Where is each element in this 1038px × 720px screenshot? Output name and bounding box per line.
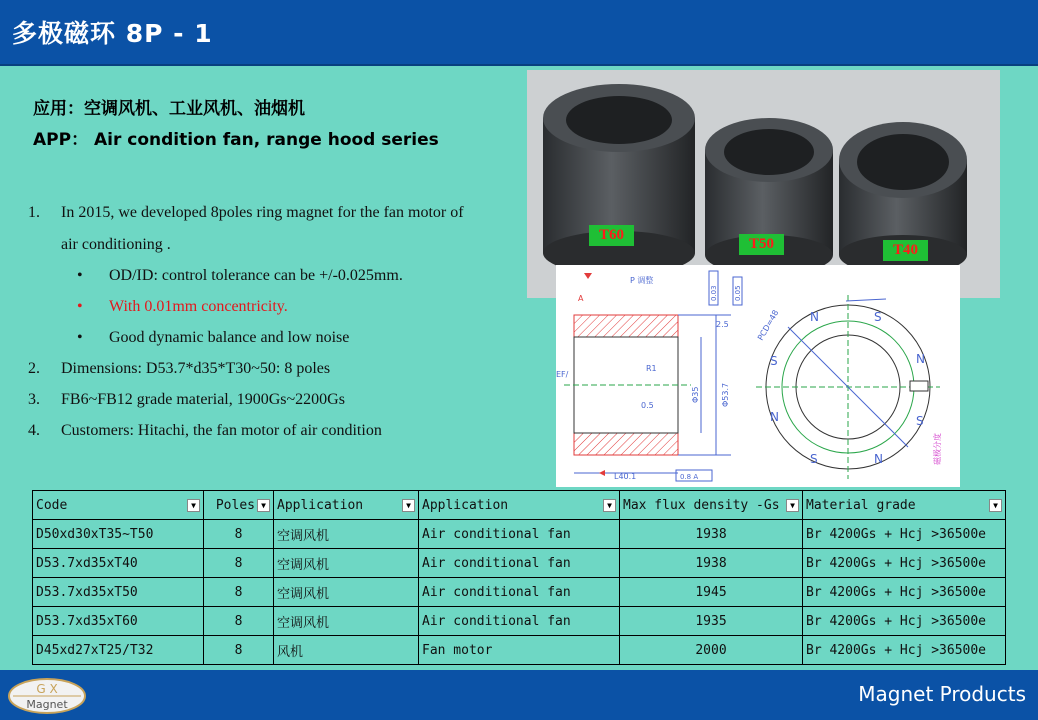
drawing-label-tol1: 0.03	[710, 285, 718, 301]
photo-label-t40: T40	[883, 240, 928, 261]
cell-poles: 8	[204, 549, 274, 578]
filter-dropdown-icon[interactable]: ▼	[603, 499, 616, 512]
filter-dropdown-icon[interactable]: ▼	[402, 499, 415, 512]
bullet-text: Good dynamic balance and low noise	[109, 329, 350, 346]
bullet-icon: •	[77, 298, 83, 315]
cell-poles: 8	[204, 607, 274, 636]
bullet-icon: •	[77, 329, 83, 346]
cell-application-cn: 空调风机	[274, 549, 419, 578]
company-logo	[7, 677, 87, 715]
cell-poles: 8	[204, 578, 274, 607]
cell-flux: 1935	[620, 607, 803, 636]
technical-drawing	[556, 265, 960, 487]
cell-flux: 1938	[620, 549, 803, 578]
list-number: 3.	[28, 391, 40, 408]
drawing-svg	[556, 265, 960, 487]
drawing-label-half: 0.5	[641, 401, 654, 410]
cell-code: D50xd30xT35~T50	[33, 520, 204, 549]
cell-flux: 1938	[620, 520, 803, 549]
filter-dropdown-icon[interactable]: ▼	[989, 499, 1002, 512]
cell-code: D45xd27xT25/T32	[33, 636, 204, 665]
cell-code: D53.7xd35xT40	[33, 549, 204, 578]
drawing-label-id: Φ35	[691, 386, 700, 403]
pole-s: S	[810, 452, 818, 466]
pole-n: N	[874, 452, 883, 466]
column-header-code[interactable]: Code ▼	[33, 491, 204, 520]
drawing-label-tol2: 0.05	[734, 285, 742, 301]
table-header-row	[33, 491, 1006, 520]
table-row	[33, 520, 1006, 549]
list-text: air conditioning .	[61, 236, 171, 253]
column-header-application-en[interactable]: Application ▼	[419, 491, 620, 520]
cell-flux: 2000	[620, 636, 803, 665]
drawing-label-pcd: PCD=48	[755, 308, 781, 342]
drawing-label-side: 磁极分度	[933, 433, 942, 465]
logo-text-top: G X	[36, 682, 58, 696]
column-header-application-cn[interactable]: Application ▼	[274, 491, 419, 520]
application-en: APP： Air condition fan, range hood series	[33, 130, 439, 150]
cell-material: Br 4200Gs + Hcj >36500e	[803, 578, 1006, 607]
filter-dropdown-icon[interactable]: ▼	[786, 499, 799, 512]
cell-code: D53.7xd35xT60	[33, 607, 204, 636]
title-bar	[0, 0, 1038, 66]
cell-flux: 1945	[620, 578, 803, 607]
cell-material: Br 4200Gs + Hcj >36500e	[803, 520, 1006, 549]
column-header-material[interactable]: Material grade ▼	[803, 491, 1006, 520]
logo-text-bottom: Magnet	[26, 698, 68, 711]
footer-bar	[0, 670, 1038, 720]
list-text: Customers: Hitachi, the fan motor of air condition	[61, 422, 382, 439]
list-text: FB6~FB12 grade material, 1900Gs~2200Gs	[61, 391, 345, 408]
drawing-label-od: Φ53.7	[721, 382, 730, 407]
list-number: 1.	[28, 204, 40, 221]
filter-dropdown-icon[interactable]: ▼	[187, 499, 200, 512]
pole-s: S	[916, 414, 924, 428]
cell-application-cn: 风机	[274, 636, 419, 665]
list-text: In 2015, we developed 8poles ring magnet for the fan motor of	[61, 204, 464, 221]
list-text: Dimensions: D53.7*d35*T30~50: 8 poles	[61, 360, 331, 377]
column-header-flux[interactable]: Max flux density -Gs ▼	[620, 491, 803, 520]
pole-s: S	[770, 354, 778, 368]
drawing-label-p: P 调整	[630, 276, 654, 285]
cell-code: D53.7xd35xT50	[33, 578, 204, 607]
cell-poles: 8	[204, 520, 274, 549]
photo-label-t50: T50	[739, 234, 784, 255]
table-row	[33, 607, 1006, 636]
cell-application-en: Air conditional fan	[419, 549, 620, 578]
pole-n: N	[916, 352, 925, 366]
table-row	[33, 636, 1006, 665]
cell-application-en: Air conditional fan	[419, 520, 620, 549]
footer-brand: Magnet Products	[858, 682, 1026, 706]
bullet-icon: •	[77, 267, 83, 284]
drawing-label-box: 0.8 A	[680, 473, 699, 481]
ring-magnets-image	[527, 70, 1000, 298]
pole-s: S	[874, 310, 882, 324]
drawing-label-ef: EF/	[556, 370, 569, 379]
page-title: 多极磁环 8P - 1	[12, 19, 213, 48]
pole-n: N	[770, 410, 779, 424]
list-number: 4.	[28, 422, 40, 439]
cell-material: Br 4200Gs + Hcj >36500e	[803, 549, 1006, 578]
list-number: 2.	[28, 360, 40, 377]
cell-application-en: Fan motor	[419, 636, 620, 665]
datum-label: A	[578, 294, 584, 303]
product-table	[32, 490, 1006, 665]
drawing-label-length: L40.1	[614, 472, 637, 481]
cell-application-cn: 空调风机	[274, 578, 419, 607]
cell-application-en: Air conditional fan	[419, 578, 620, 607]
filter-active-icon[interactable]: ▼	[257, 499, 270, 512]
cell-poles: 8	[204, 636, 274, 665]
drawing-label-r: R1	[646, 364, 657, 373]
cell-material: Br 4200Gs + Hcj >36500e	[803, 607, 1006, 636]
cell-material: Br 4200Gs + Hcj >36500e	[803, 636, 1006, 665]
cell-application-cn: 空调风机	[274, 607, 419, 636]
table-row	[33, 549, 1006, 578]
cell-application-en: Air conditional fan	[419, 607, 620, 636]
pole-n: N	[810, 310, 819, 324]
table-row	[33, 578, 1006, 607]
column-header-poles[interactable]: Poles ▼	[204, 491, 274, 520]
bullet-text: OD/ID: control tolerance can be +/-0.025mm.	[109, 267, 403, 284]
cell-application-cn: 空调风机	[274, 520, 419, 549]
product-photo	[527, 70, 1000, 298]
photo-label-t60: T60	[589, 225, 634, 246]
application-cn: 应用：空调风机、工业风机、油烟机	[33, 99, 305, 119]
bullet-text: With 0.01mm concentricity.	[109, 298, 288, 315]
drawing-label-25: 2.5	[716, 320, 729, 329]
